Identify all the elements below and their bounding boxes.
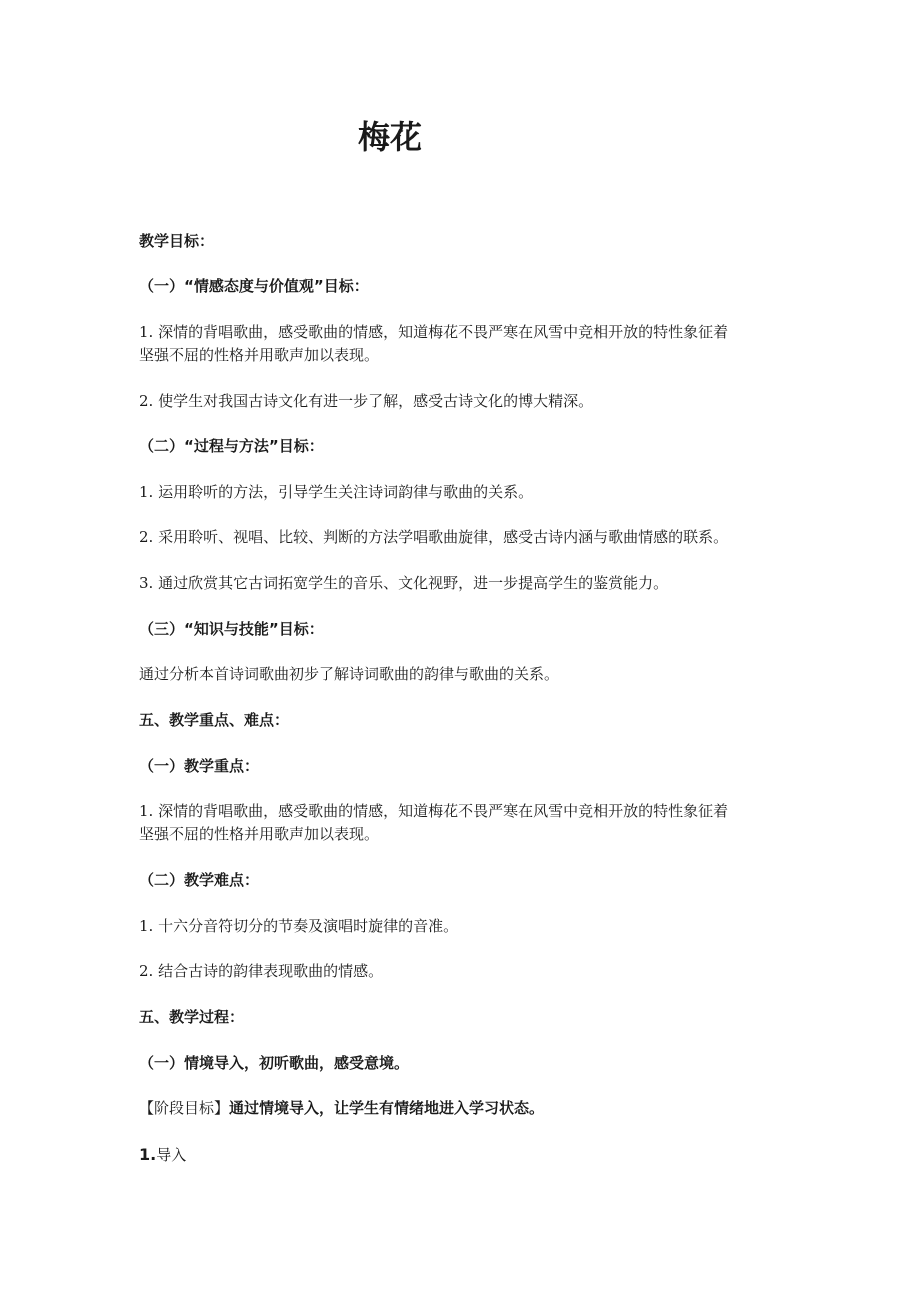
- paragraph-stage-goal: [139, 1097, 789, 1120]
- paragraph-objective-2: 2. 使学生对我国古诗文化有进一步了解，感受古诗文化的博大精深。: [139, 392, 594, 410]
- stage-goal-text: 通过情境导入，让学生有情绪地进入学习状态。: [229, 1099, 545, 1117]
- paragraph-difficult-2: 2. 结合古诗的韵律表现歌曲的情感。: [139, 962, 384, 980]
- intro-text: 导入: [156, 1146, 187, 1164]
- subheading-difficult-points: （二）教学难点：: [139, 871, 260, 889]
- title-text: 梅花: [357, 118, 422, 156]
- heading-teaching-objectives: 教学目标：: [139, 232, 215, 250]
- subheading-process-method: （二）“过程与方法”目标：: [139, 437, 324, 455]
- subheading-key-points: （一）教学重点：: [139, 757, 260, 775]
- paragraph-objective-1-line1: 1. 深情的背唱歌曲，感受歌曲的情感，知道梅花不畏严寒在风雪中竞相开放的特性象征着: [139, 323, 729, 341]
- subheading-emotion-attitude: （一）“情感态度与价值观”目标：: [139, 277, 369, 295]
- intro-number: 1.: [139, 1145, 157, 1164]
- stage-goal-label: 【阶段目标】: [139, 1099, 230, 1117]
- paragraph-method-2: 2. 采用聆听、视唱、比较、判断的方法学唱歌曲旋律，感受古诗内涵与歌曲情感的联系。: [139, 528, 729, 546]
- heading-teaching-process: 五、教学过程：: [139, 1008, 245, 1026]
- paragraph-key-1-line2: 坚强不屈的性格并用歌声加以表现。: [139, 825, 380, 843]
- paragraph-method-3: 3. 通过欣赏其它古词拓宽学生的音乐、文化视野，进一步提高学生的鉴赏能力。: [139, 574, 669, 592]
- paragraph-method-1: 1. 运用聆听的方法，引导学生关注诗词韵律与歌曲的关系。: [139, 483, 534, 501]
- subheading-knowledge-skills: （三）“知识与技能”目标：: [139, 620, 324, 638]
- paragraph-objective-1-line2: 坚强不屈的性格并用歌声加以表现。: [139, 346, 380, 364]
- heading-key-difficult-points: 五、教学重点、难点：: [139, 711, 290, 729]
- paragraph-difficult-1: 1. 十六分音符切分的节奏及演唱时旋律的音准。: [139, 917, 459, 935]
- document-title: [0, 113, 780, 161]
- subheading-situation-intro: （一）情境导入，初听歌曲，感受意境。: [139, 1054, 410, 1072]
- paragraph-intro: [139, 1143, 789, 1167]
- paragraph-key-1-line1: 1. 深情的背唱歌曲，感受歌曲的情感，知道梅花不畏严寒在风雪中竞相开放的特性象征着: [139, 802, 729, 820]
- paragraph-knowledge: 通过分析本首诗词歌曲初步了解诗词歌曲的韵律与歌曲的关系。: [139, 665, 560, 683]
